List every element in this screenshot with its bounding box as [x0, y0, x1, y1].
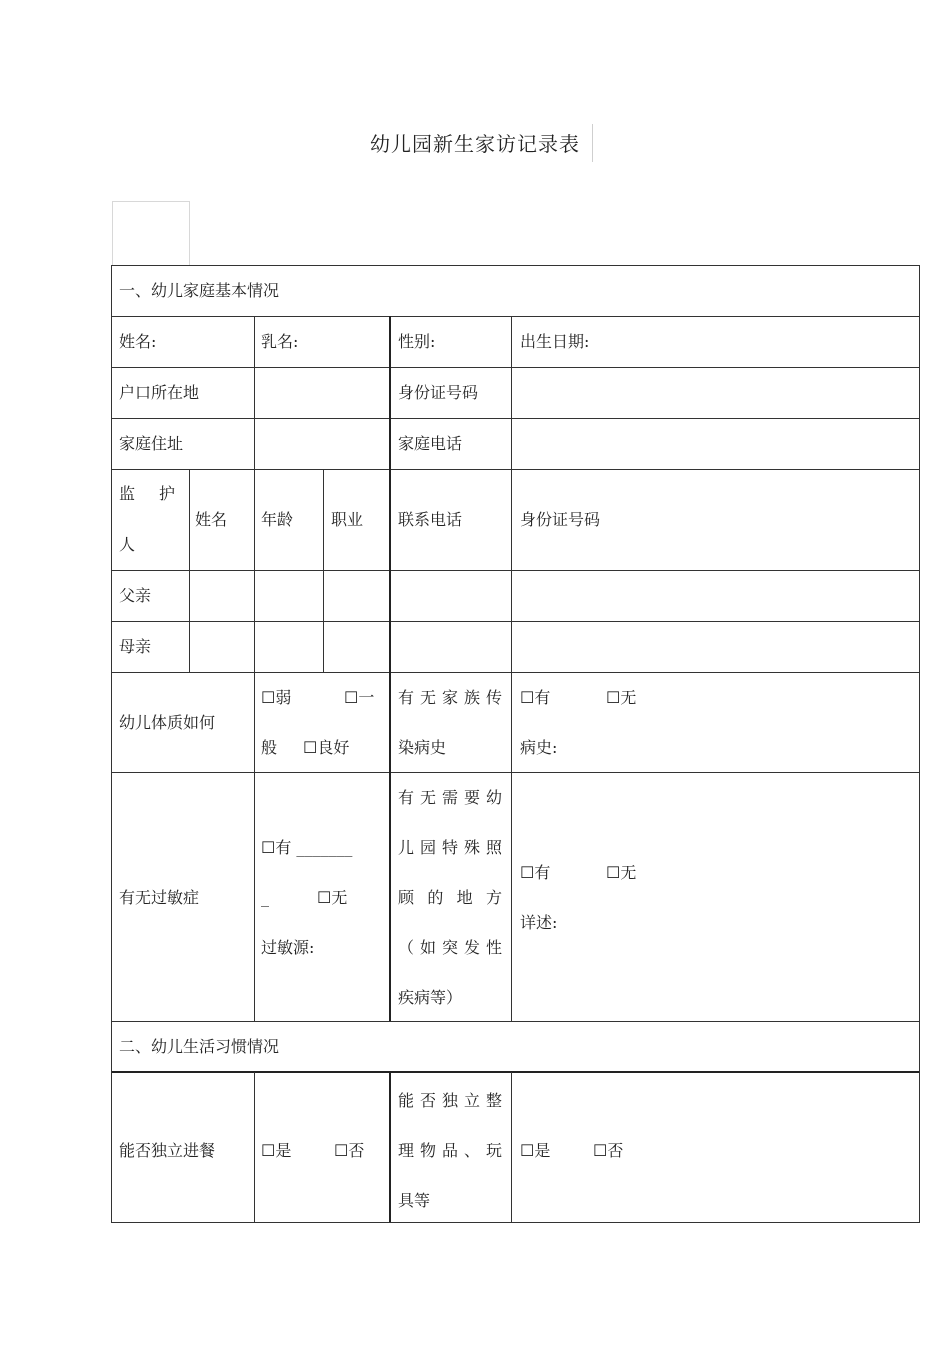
address-label: 家庭住址: [119, 434, 184, 453]
tidy-no-checkbox[interactable]: ☐否: [593, 1141, 624, 1160]
tidy-label: 能否独立整: [398, 1091, 502, 1110]
family-disease-history-label: 病史:: [520, 738, 558, 757]
table-line: [919, 265, 920, 1223]
allergy-source-label: 过敏源:: [261, 938, 315, 957]
table-line: [323, 469, 324, 672]
allergy-blank-line: _: [261, 888, 269, 907]
table-line: [111, 672, 920, 673]
constitution-label: 幼儿体质如何: [119, 713, 216, 732]
table-line: [511, 1072, 512, 1222]
section-heading: 一、幼儿家庭基本情况: [119, 281, 280, 300]
constitution-normal-checkbox[interactable]: ☐一: [344, 688, 375, 707]
table-line: [111, 367, 920, 368]
guardian-label: 监 护: [119, 484, 180, 503]
tidy-label-2: 理物品、玩: [398, 1141, 502, 1160]
family-disease-yes-checkbox[interactable]: ☐有: [520, 688, 551, 707]
table-line: [111, 1222, 920, 1223]
father-label: 父亲: [119, 586, 152, 605]
table-line: [189, 469, 190, 672]
special-care-label-2: 儿园特殊照: [398, 838, 502, 857]
special-care-label-4: （如突发性: [398, 938, 502, 957]
table-line: [111, 621, 920, 622]
special-care-label-3: 顾的地方: [398, 888, 502, 907]
table-line: [111, 570, 920, 571]
form-title: 幼儿园新生家访记录表: [370, 132, 580, 156]
tidy-label-3: 具等: [398, 1191, 431, 1210]
special-care-label: 有无需要幼: [398, 788, 502, 807]
home-phone-label: 家庭电话: [398, 434, 463, 453]
tidy-yes-checkbox[interactable]: ☐是: [520, 1141, 551, 1160]
hukou-label: 户口所在地: [119, 383, 200, 402]
guardian-label-cont: 人: [119, 535, 136, 554]
guardian-phone-header: 联系电话: [398, 510, 463, 529]
section-heading: 二、幼儿生活习惯情况: [119, 1037, 280, 1056]
nickname-label: 乳名:: [261, 332, 299, 351]
table-line: [254, 1072, 255, 1222]
special-care-no-checkbox[interactable]: ☐无: [606, 863, 637, 882]
constitution-weak-checkbox[interactable]: ☐弱: [261, 688, 292, 707]
family-disease-label-cont: 染病史: [398, 738, 447, 757]
table-line: [511, 316, 512, 1021]
family-disease-label: 有无家族传: [398, 688, 502, 707]
table-line: [111, 418, 920, 419]
eat-alone-yes-checkbox[interactable]: ☐是: [261, 1141, 292, 1160]
mother-label: 母亲: [119, 637, 152, 656]
constitution-good-checkbox[interactable]: ☐良好: [303, 738, 350, 757]
guardian-name-header: 姓名: [195, 510, 228, 529]
birth-date-label: 出生日期:: [520, 332, 590, 351]
table-line: [389, 1072, 391, 1222]
allergy-no-checkbox[interactable]: ☐无: [317, 888, 348, 907]
special-care-detail-label: 详述:: [520, 913, 558, 932]
special-care-label-5: 疾病等）: [398, 988, 463, 1007]
table-line: [254, 316, 255, 1021]
guardian-id-header: 身份证号码: [520, 510, 601, 529]
allergy-yes-checkbox[interactable]: ☐有 _______: [261, 838, 353, 857]
table-line: [111, 265, 112, 1223]
family-disease-no-checkbox[interactable]: ☐无: [606, 688, 637, 707]
guardian-age-header: 年龄: [261, 510, 294, 529]
id-number-label: 身份证号码: [398, 383, 479, 402]
table-line: [111, 772, 920, 773]
eat-alone-no-checkbox[interactable]: ☐否: [334, 1141, 365, 1160]
constitution-normal-text: 般: [261, 738, 278, 757]
table-line: [111, 316, 920, 317]
allergy-label: 有无过敏症: [119, 888, 200, 907]
gender-label: 性别:: [398, 332, 436, 351]
name-label: 姓名:: [119, 332, 157, 351]
table-line: [389, 316, 391, 1021]
guardian-job-header: 职业: [331, 510, 364, 529]
table-line: [111, 469, 920, 470]
eat-alone-label: 能否独立进餐: [119, 1141, 216, 1160]
special-care-yes-checkbox[interactable]: ☐有: [520, 863, 551, 882]
